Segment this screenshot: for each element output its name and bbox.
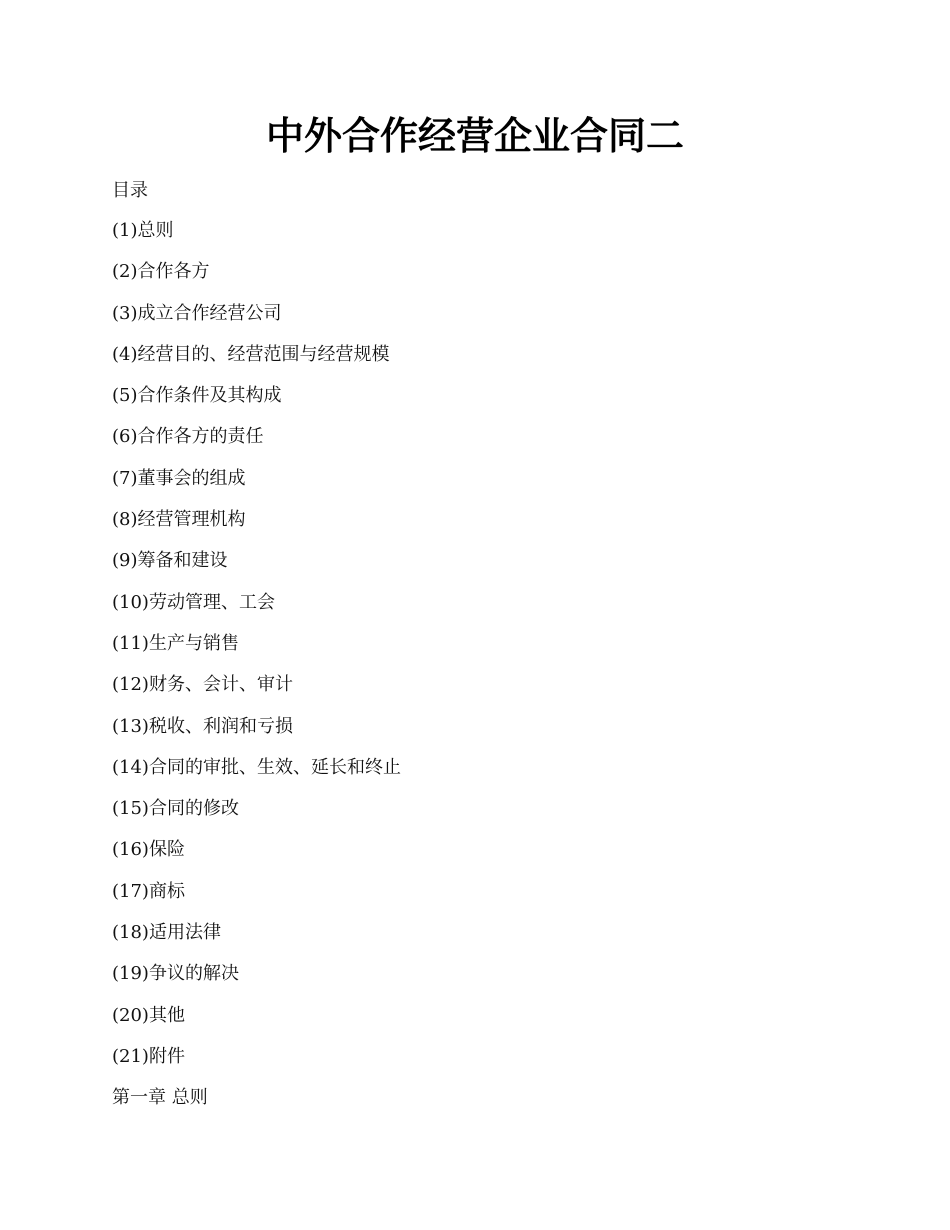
toc-item: (18)适用法律 <box>112 922 221 944</box>
toc-item: (19)争议的解决 <box>112 963 239 985</box>
toc-item: (13)税收、利润和亏损 <box>112 715 293 737</box>
document-title: 中外合作经营企业合同二 <box>265 113 684 158</box>
toc-list <box>112 218 401 1085</box>
toc-item: (21)附件 <box>112 1045 185 1067</box>
toc-item: (16)保险 <box>112 839 185 861</box>
toc-item: (15)合同的修改 <box>112 798 239 820</box>
toc-item: (20)其他 <box>112 1004 185 1026</box>
toc-item: (7)董事会的组成 <box>112 467 246 489</box>
toc-item: (2)合作各方 <box>112 261 210 283</box>
toc-item: (10)劳动管理、工会 <box>112 591 275 613</box>
toc-item: (4)经营目的、经营范围与经营规模 <box>112 343 390 365</box>
toc-item: (14)合同的审批、生效、延长和终止 <box>112 756 401 778</box>
toc-item: (9)筹备和建设 <box>112 550 228 572</box>
toc-item: (12)财务、会计、审计 <box>112 674 293 696</box>
toc-item: (5)合作条件及其构成 <box>112 385 282 407</box>
toc-item: (1)总则 <box>112 220 174 241</box>
toc-heading: 目录 <box>112 180 148 201</box>
toc-item: (17)商标 <box>112 880 185 902</box>
chapter-heading: 第一章 总则 <box>112 1087 208 1108</box>
toc-item: (3)成立合作经营公司 <box>112 302 282 324</box>
toc-item: (8)经营管理机构 <box>112 509 246 531</box>
toc-item: (11)生产与销售 <box>112 632 239 654</box>
toc-item: (6)合作各方的责任 <box>112 426 264 448</box>
